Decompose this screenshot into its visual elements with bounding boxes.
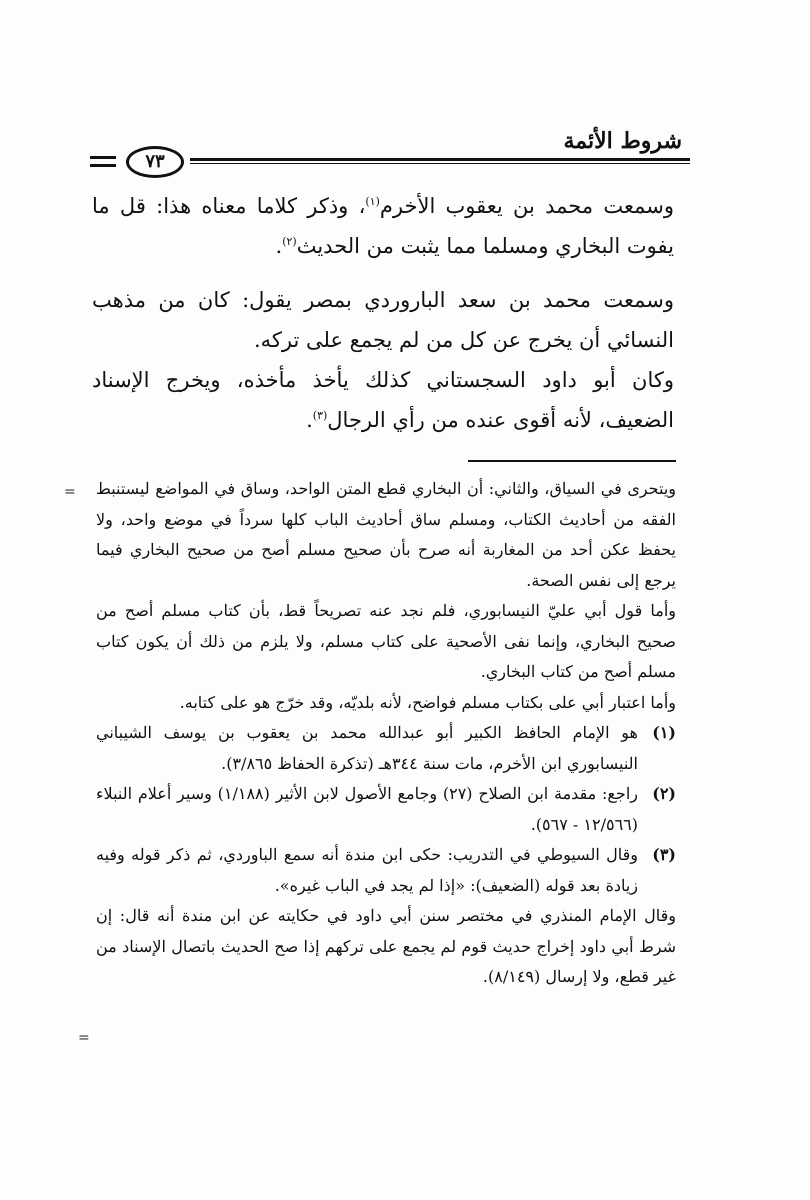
footnote-ref[interactable]: (٣) xyxy=(312,409,328,422)
running-title: شروط الأئمة xyxy=(563,128,682,154)
paragraph: وسمعت محمد بن يعقوب الأخرم$^{(١)}$، وذكر كلاما معناه هذا: قل ما يفوت البخاري ومسلما مما يثبت من الحديث$^{(٢)}$. xyxy=(92,194,674,258)
header-left-dash xyxy=(90,156,116,159)
footnote-continuation: وأما اعتبار أبي على بكتاب مسلم فواضح، لأنه بلديّه، وقد خرّج هو على كتابه. xyxy=(179,692,676,712)
page-number: ٧٣ xyxy=(126,146,184,178)
footnote-continuation: وأما قول أبي عليّ النيسابوري، فلم نجد عنه تصريحاً قط، بأن كتاب مسلم أصح من صحيح البخاري، وإنما نفى الأصحية على كتاب مسلم، ولا يلزم من ذلك أن يكون كتاب مسلم أصح من كتاب البخاري. xyxy=(96,601,677,681)
footnote-3: (٣) وقال السيوطي في التدريب: حكى ابن مندة أنه سمع الباوردي، ثم ذكر قوله وفيه زيادة بعد قوله (الضعيف): «إذا لم يجد في الباب غيره». xyxy=(96,840,676,901)
footnote-number: (١) xyxy=(652,723,676,742)
footnote-1: (١) هو الإمام الحافظ الكبير أبو عبدالله محمد بن يعقوب بن يوسف الشيباني النيسابوري ابن الأخرم، مات سنة ٣٤٤هـ (تذكرة الحفاظ ٣/٨٦٥). xyxy=(96,718,676,779)
footnote-continuation: وقال الإمام المنذري في مختصر سنن أبي داود في حكايته عن ابن مندة أنه قال: إن شرط أبي داود إخراج حديث قوم لم يجمع على تركهم إذا صح الحديث باتصال الإسناد من غير قطع، ولا إرسال (٨/١٤٩). xyxy=(96,906,676,986)
footnote-2: (٢) راجع: مقدمة ابن الصلاح (٢٧) وجامع الأصول لابن الأثير (١/١٨٨) وسير أعلام النبلاء (١٢/٥٦٦ - ٥٦٧). xyxy=(96,779,676,840)
footnotes xyxy=(96,474,676,993)
footnote-ref[interactable]: (٢) xyxy=(282,235,297,248)
page-header xyxy=(90,128,690,178)
header-rule-thin xyxy=(190,163,690,164)
footnote-ref[interactable]: (١) xyxy=(365,195,380,208)
paragraph: وسمعت محمد بن سعد الباروردي بمصر يقول: كان من مذهب النسائي أن يخرج عن كل من لم يجمع على تركه. xyxy=(92,288,674,352)
header-left-dash xyxy=(90,164,116,167)
margin-mark: = xyxy=(78,1030,90,1046)
header-rule xyxy=(190,158,690,161)
footnote-number: (٣) xyxy=(652,845,676,864)
footnote-continuation: ويتحرى في السياق، والثاني: أن البخاري قطع المتن الواحد، وساق في المواضع ليستنبط الفقه من أحاديث الكتاب، ومسلم ساق أحاديث الباب كلها سرداً في موضع واحد، ولا يحفظ عكن أحد من المغاربة أنه صرح بأن صحيح مسلم أصح من صحيح البخاري فيما يرجع إلى نفس الصحة. xyxy=(96,479,677,590)
footnote-number: (٢) xyxy=(652,784,676,803)
paragraph: وكان أبو داود السجستاني كذلك يأخذ مأخذه، ويخرج الإسناد الضعيف، لأنه أقوى عنده من رأي الرجال$^{(٣)}$. xyxy=(92,368,674,432)
main-text xyxy=(92,186,674,440)
footnote-separator xyxy=(468,460,676,462)
margin-mark: = xyxy=(64,484,76,500)
